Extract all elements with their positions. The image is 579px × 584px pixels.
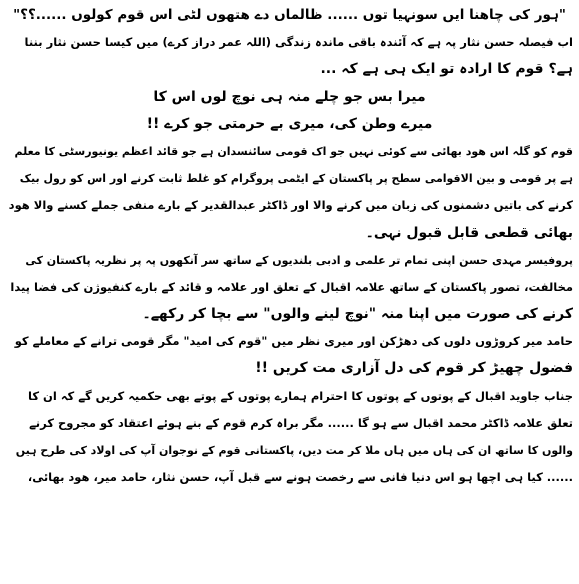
paragraph-line: ہے پر قومی و بین الاقوامی سطح پر پاکستان کے ایٹمی پروگرام کو غلط ثابت کرنے اور اس کو رول بیک <box>19 172 573 186</box>
paragraph-line: کرنے کی صورت میں اپنا منہ "نوچ لینے والوں" سے بچا کر رکھے۔ <box>142 306 573 323</box>
paragraph-line: ...... کیا ہی اچھا ہو اس دنیا فانی سے رخصت ہونے سے قبل آپ، حسن نثار، حامد میر، ھود بھائی، <box>27 470 573 485</box>
verse-line: میرا بس جو چلے منہ ہی نوچ لوں اس کا <box>153 88 426 105</box>
paragraph-line: اب فیصلہ حسن نثار پہ ہے کہ آئندہ باقی ماندہ زندگی (اللہ عمر دراز کرے) میں کیسا حسن نثار بننا <box>24 35 573 50</box>
paragraph-line: مخالفت، تصور پاکستان کے ساتھ علامہ اقبال کے تعلق اور علامہ و قائد کے بارے کنفیوژن کی فضا پیدا <box>10 279 573 294</box>
paragraph-line: کرنے کی باتیں دشمنوں کی زبان میں کرنے والا اور ڈاکٹر عبدالقدیر کے بارے منفی جملے کسنے والا ھود <box>8 198 573 213</box>
paragraph-line: فضول چھیڑ کر قوم کی دل آزاری مت کریں !! <box>255 360 573 377</box>
paragraph-line: حامد میر کروڑوں دلوں کی دھڑکن اور میری نظر میں "قوم کی امید" مگر قومی ترانے کے معاملے کو <box>14 334 573 349</box>
paragraph-line: بھائی قطعی قابل قبول نہی۔ <box>365 224 573 241</box>
paragraph-line: تعلق علامہ ڈاکٹر محمد اقبال سے ہو گا ...... مگر براہ کرم قوم کے بنے ہوئے اعتقاد کو مجروح کرنے <box>29 415 573 430</box>
paragraph-line: پروفیسر مہدی حسن اپنی تمام تر علمی و ادبی بلندیوں کے ساتھ سر آنکھوں پہ پر نظریہ پاکستان کی <box>25 253 573 267</box>
verse-line: میرے وطن کی، میری بے حرمتی جو کرے !! <box>146 115 433 132</box>
opening-quote-line: "ہور کی چاھنا ایں سونہیا توں ...... ظالماں دے ھتھوں لٹی اس قوم کولوں ......؟؟" <box>13 7 566 23</box>
paragraph-line: قوم کو گلہ اس ھود بھائی سے کوئی نہیں جو اک قومی سائنسدان ہے جو قائد اعظم یونیورسٹی کا معلم <box>14 144 573 158</box>
paragraph-line: ہے؟ قوم کا ارادہ تو ایک ہی ہے کہ ... <box>320 61 573 78</box>
paragraph-line: جناب جاوید اقبال کے پوتوں کے پوتوں کا احترام ہمارے پوتوں کے پوتے بھی حکمیہ کریں گے کہ ان کا <box>28 388 573 403</box>
paragraph-line: والوں کا ساتھ ان کی ہاں میں ہاں ملا کر مت دیں، پاکستانی قوم کے نوجوان آپ کی اولاد کی طرح ہیں <box>15 444 573 457</box>
